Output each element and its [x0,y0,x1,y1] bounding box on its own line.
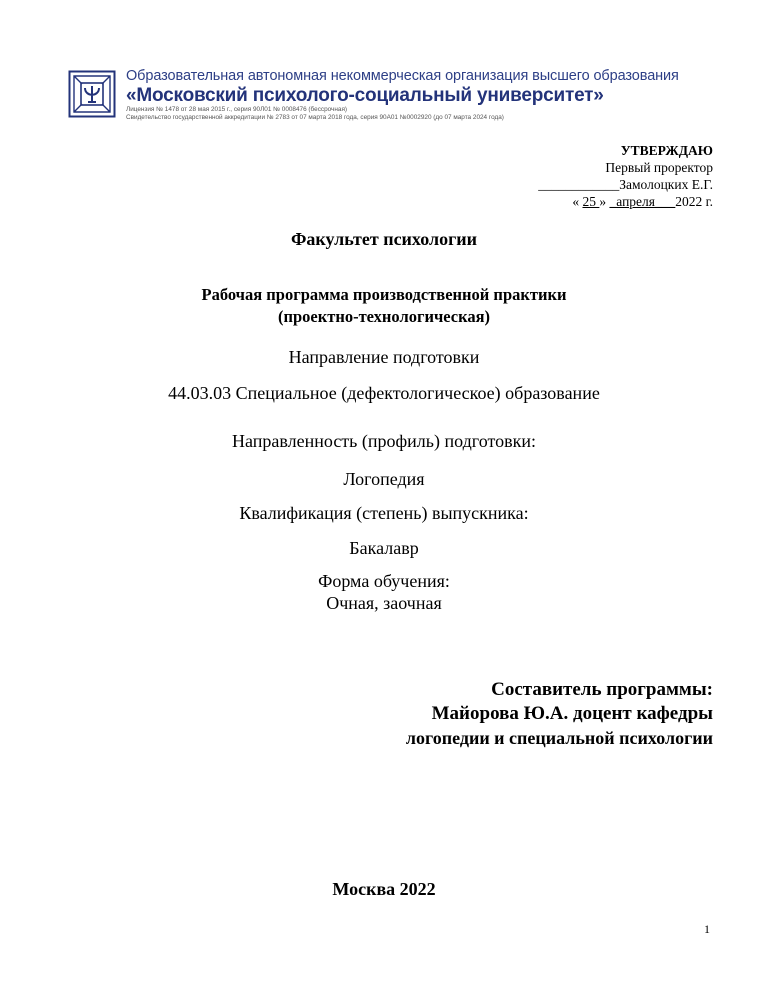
study-form-label: Форма обучения: [318,571,450,591]
faculty-title: Факультет психологии [290,229,478,249]
direction-label: Направление подготовки [288,347,480,367]
approval-block [538,142,713,210]
license-line: Лицензия № 1478 от 28 мая 2015 г., серия 90Л01 № 0008476 (бессрочная) [126,106,348,113]
university-name: «Московский психолого-социальный университет» [126,85,604,106]
approval-position: Первый проректор [605,160,713,175]
date-open: « [572,194,583,209]
date-year: 2022 г. [675,194,713,209]
program-title [0,284,768,328]
approval-title: УТВЕРЖДАЮ [620,143,713,158]
date-day: 25 [582,194,600,209]
direction-value: 44.03.03 Специальное (дефектологическое) образование [168,383,600,403]
author-block [406,678,713,750]
date-month: _апреля___ [609,194,676,209]
date-mid: » [599,194,610,209]
qualification-label: Квалификация (степень) выпускника: [239,503,529,523]
profile-value: Логопедия [343,469,425,489]
study-form-value: Очная, заочная [326,593,442,613]
author-department: логопедии и специальной психологии [405,728,713,748]
accreditation-line: Свидетельство государственной аккредитации № 2783 от 07 марта 2018 года, серия 90А01 №0002920 (до 07 марта 2024 года) [126,114,504,121]
profile-label: Направленность (профиль) подготовки: [232,431,536,451]
approval-date [538,193,713,210]
program-title-line1: Рабочая программа производственной практики [201,285,567,304]
program-title-line2: (проектно-технологическая) [277,307,491,326]
city-year: Москва 2022 [332,879,436,899]
qualification-value: Бакалавр [349,538,419,558]
approver-name: Замолоцких Е.Г. [619,177,713,192]
signature-blank: ____________ [538,177,620,192]
author-name: Майорова Ю.А. доцент кафедры [431,703,713,724]
university-header [68,68,679,122]
psi-emblem-icon [68,70,116,118]
org-type-line: Образовательная автономная некоммерческая организация высшего образования [126,68,679,84]
page-number: 1 [704,922,710,936]
approval-signature-line [538,176,713,193]
author-label: Составитель программы: [491,679,713,700]
